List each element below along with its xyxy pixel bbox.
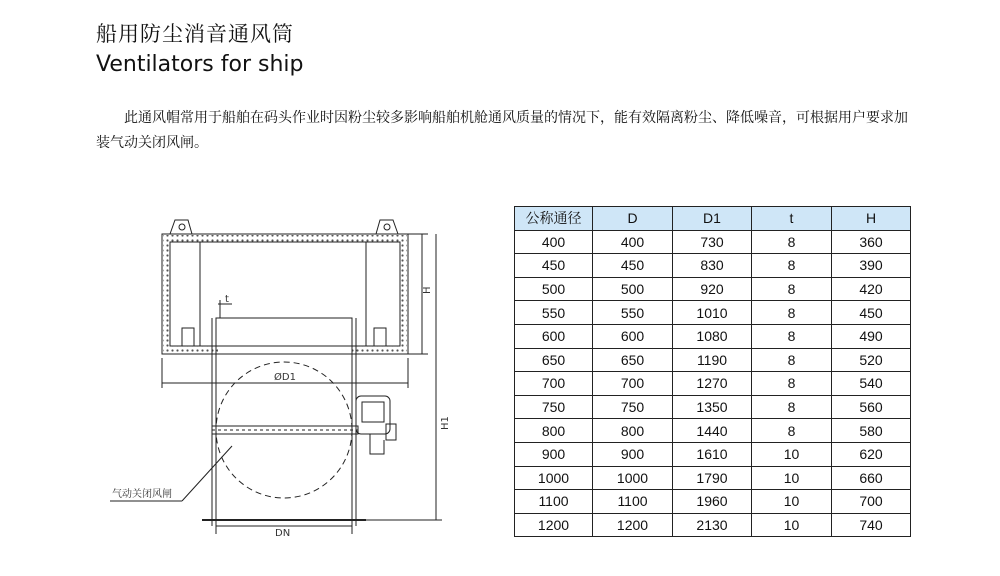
cell: 1960 [673, 490, 752, 514]
cell: 400 [515, 230, 593, 254]
cell: 1200 [593, 513, 673, 537]
cell: 650 [593, 348, 673, 372]
spec-table [514, 206, 911, 537]
cell: 1790 [673, 466, 752, 490]
cell: 8 [752, 395, 832, 419]
table-row [515, 513, 911, 537]
cell: 450 [515, 254, 593, 278]
cell: 400 [593, 230, 673, 254]
cell: 450 [832, 301, 911, 325]
cell: 700 [515, 372, 593, 396]
cell: 620 [832, 442, 911, 466]
table-row [515, 301, 911, 325]
table-row [515, 466, 911, 490]
cell: 1350 [673, 395, 752, 419]
ventilator-drawing [100, 208, 470, 538]
table-row [515, 277, 911, 301]
cell: 360 [832, 230, 911, 254]
cell: 2130 [673, 513, 752, 537]
cell: 10 [752, 442, 832, 466]
label-d1: ØD1 [274, 372, 296, 383]
label-t: t [225, 294, 229, 305]
cell: 8 [752, 324, 832, 348]
cell: 450 [593, 254, 673, 278]
label-dn: DN [275, 528, 291, 538]
cell: 490 [832, 324, 911, 348]
cell: 580 [832, 419, 911, 443]
label-h: H [422, 286, 433, 294]
cell: 700 [832, 490, 911, 514]
cell: 8 [752, 419, 832, 443]
cell: 1270 [673, 372, 752, 396]
table-row [515, 419, 911, 443]
cell: 390 [832, 254, 911, 278]
lifting-lug-right [376, 220, 398, 234]
cell: 830 [673, 254, 752, 278]
cell: 1100 [515, 490, 593, 514]
cell: 750 [593, 395, 673, 419]
cell: 560 [832, 395, 911, 419]
table-row [515, 395, 911, 419]
table-row [515, 348, 911, 372]
header-d: D [593, 207, 673, 231]
table-row [515, 254, 911, 278]
cell: 10 [752, 513, 832, 537]
lifting-lug-left [170, 220, 192, 234]
cell: 1080 [673, 324, 752, 348]
cell: 740 [832, 513, 911, 537]
cell: 800 [515, 419, 593, 443]
cell: 8 [752, 254, 832, 278]
label-h1: H1 [440, 416, 451, 430]
header-t: t [752, 207, 832, 231]
cell: 1000 [515, 466, 593, 490]
cell: 500 [593, 277, 673, 301]
cell: 1010 [673, 301, 752, 325]
table-row [515, 442, 911, 466]
header-h: H [832, 207, 911, 231]
cell: 750 [515, 395, 593, 419]
cell: 900 [593, 442, 673, 466]
cell: 650 [515, 348, 593, 372]
cell: 1200 [515, 513, 593, 537]
cell: 900 [515, 442, 593, 466]
cell: 660 [832, 466, 911, 490]
cell: 8 [752, 230, 832, 254]
cell: 600 [515, 324, 593, 348]
table-row [515, 324, 911, 348]
table-row [515, 490, 911, 514]
description: 此通风帽常用于船舶在码头作业时因粉尘较多影响船舶机舱通风质量的情况下，能有效隔离粉尘、降低噪音，可根据用户要求加装气动关闭风闸。 [96, 110, 908, 151]
duct-body [216, 318, 352, 526]
cell: 8 [752, 277, 832, 301]
cell: 700 [593, 372, 673, 396]
page-title-en: Ventilators for ship [96, 52, 304, 77]
cell: 920 [673, 277, 752, 301]
cell: 800 [593, 419, 673, 443]
cell: 520 [832, 348, 911, 372]
cell: 550 [515, 301, 593, 325]
cell: 730 [673, 230, 752, 254]
cell: 600 [593, 324, 673, 348]
cell: 1610 [673, 442, 752, 466]
cell: 550 [593, 301, 673, 325]
damper-callout: 气动关闭风闸 [112, 489, 172, 500]
cell: 1440 [673, 419, 752, 443]
cell: 1100 [593, 490, 673, 514]
header-d1: D1 [673, 207, 752, 231]
cell: 10 [752, 466, 832, 490]
cell: 8 [752, 348, 832, 372]
table-row [515, 372, 911, 396]
cell: 1000 [593, 466, 673, 490]
cell: 8 [752, 301, 832, 325]
cell: 8 [752, 372, 832, 396]
table-row [515, 230, 911, 254]
table-header-row [515, 207, 911, 231]
hood-outer [162, 234, 408, 354]
cell: 540 [832, 372, 911, 396]
page-title-cn: 船用防尘消音通风筒 [96, 22, 294, 46]
header-nominal-size: 公称通径 [515, 207, 593, 231]
cell: 1190 [673, 348, 752, 372]
cell: 500 [515, 277, 593, 301]
cell: 10 [752, 490, 832, 514]
cell: 420 [832, 277, 911, 301]
